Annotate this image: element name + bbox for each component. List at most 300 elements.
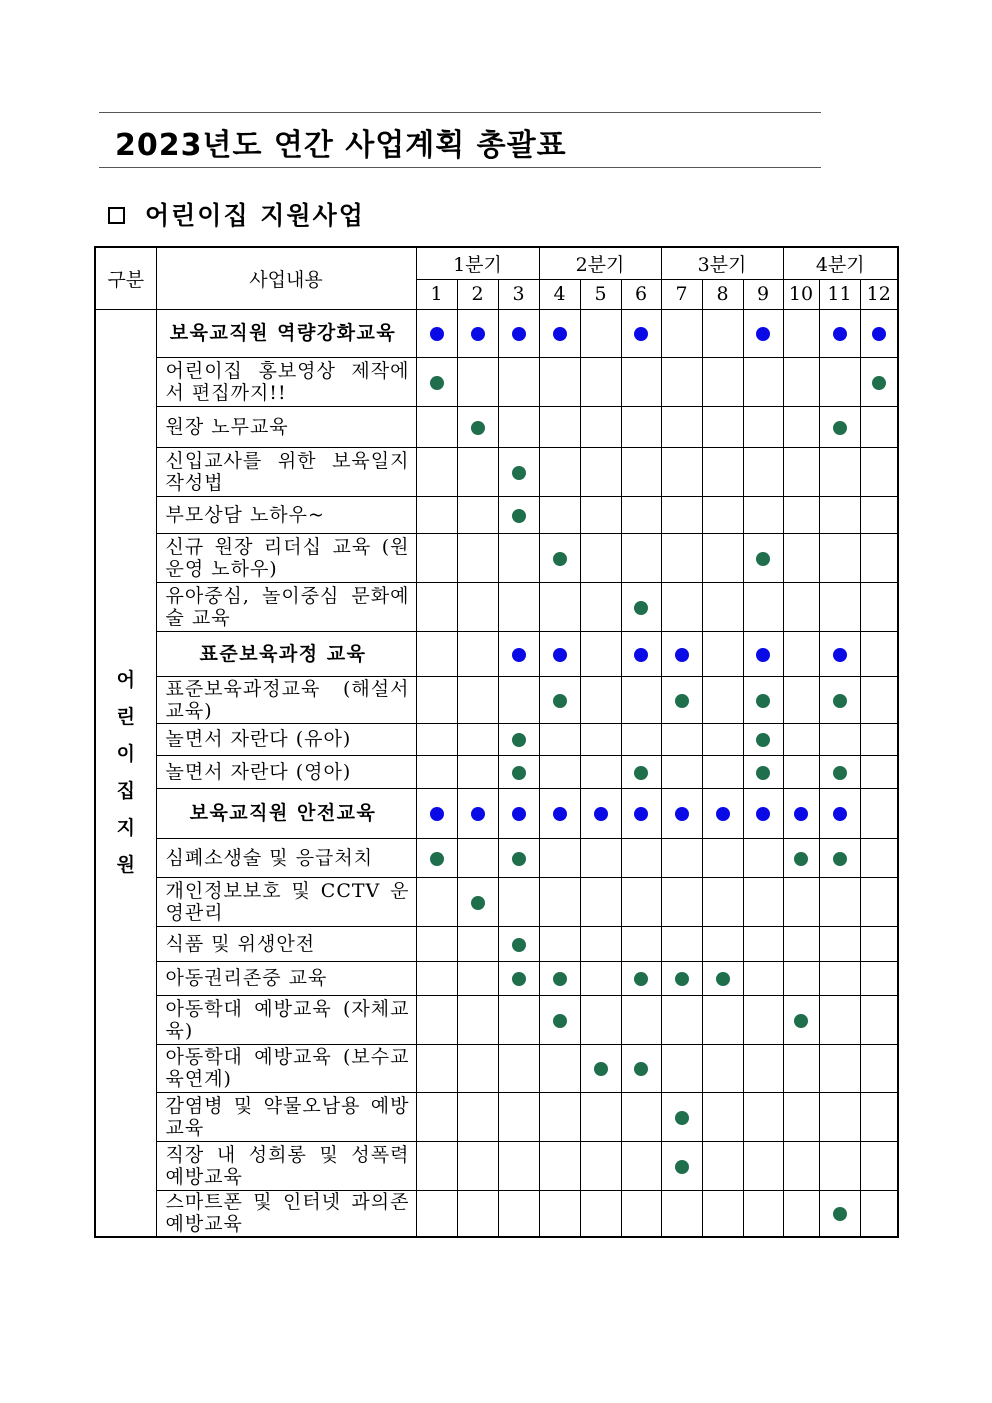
month-cell [498,926,539,961]
month-cell [702,961,743,995]
month-cell [498,676,539,723]
month-cell [580,582,621,631]
month-cell [416,631,457,676]
month-cell [539,582,580,631]
month-cell [702,838,743,877]
month-cell [860,926,898,961]
month-cell [539,1092,580,1141]
month-cell [819,1044,860,1092]
schedule-dot-icon [512,648,526,662]
month-cell [457,631,498,676]
month-cell [621,926,661,961]
header-content: 사업내용 [156,247,416,309]
category-cell [95,309,156,1237]
category-char: 지 [116,816,135,839]
schedule-dot-icon [756,327,770,341]
program-label: 직장 내 성희롱 및 성폭력 예방교육 [156,1141,416,1190]
month-cell [457,447,498,496]
month-cell [416,447,457,496]
schedule-dot-icon [833,694,847,708]
month-cell [580,995,621,1044]
table-row [95,961,898,995]
month-cell [661,838,702,877]
month-cell [743,406,783,447]
month-cell [860,357,898,406]
month-cell [860,838,898,877]
month-cell [621,1044,661,1092]
month-cell [498,877,539,926]
month-cell [457,309,498,357]
month-cell [783,788,819,838]
schedule-dot-icon [430,327,444,341]
month-cell [580,1141,621,1190]
program-label: 어린이집 홍보영상 제작에서 편집까지!! [156,357,416,406]
month-cell [819,676,860,723]
header-quarter: 2분기 [539,247,661,279]
schedule-dot-icon [634,648,648,662]
schedule-dot-icon [794,1014,808,1028]
table-row [95,995,898,1044]
month-cell [457,1190,498,1237]
month-cell [621,1141,661,1190]
month-cell [860,582,898,631]
schedule-dot-icon [553,694,567,708]
schedule-dot-icon [553,1014,567,1028]
month-cell [860,447,898,496]
table-row [95,357,898,406]
section-heading [108,196,365,232]
month-cell [702,788,743,838]
square-bullet-icon [108,207,125,224]
program-label: 부모상담 노하우~ [156,496,416,533]
schedule-dot-icon [512,733,526,747]
month-cell [539,838,580,877]
month-cell [661,877,702,926]
month-cell [580,406,621,447]
header-category: 구분 [95,247,156,309]
header-month: 1 [416,279,457,309]
month-cell [860,309,898,357]
plan-table [94,246,899,1238]
table-row [95,676,898,723]
month-cell [783,995,819,1044]
program-label: 표준보육과정교육 (해설서교육) [156,676,416,723]
schedule-dot-icon [512,509,526,523]
month-cell [580,961,621,995]
month-cell [743,961,783,995]
schedule-dot-icon [716,807,730,821]
schedule-dot-icon [872,376,886,390]
month-cell [702,995,743,1044]
schedule-dot-icon [430,852,444,866]
month-cell [743,496,783,533]
program-label: 개인정보보호 및 CCTV 운영관리 [156,877,416,926]
month-cell [860,631,898,676]
program-label: 아동권리존중 교육 [156,961,416,995]
program-label: 아동학대 예방교육 (자체교육) [156,995,416,1044]
month-cell [819,1190,860,1237]
month-cell [457,1092,498,1141]
month-cell [498,631,539,676]
month-cell [819,1141,860,1190]
month-cell [416,723,457,755]
month-cell [783,496,819,533]
month-cell [819,496,860,533]
month-cell [702,582,743,631]
month-cell [819,723,860,755]
program-label: 스마트폰 및 인터넷 과의존 예방교육 [156,1190,416,1237]
program-label: 신규 원장 리더십 교육 (원 운영 노하우) [156,533,416,582]
month-cell [783,1141,819,1190]
month-cell [702,496,743,533]
month-cell [743,877,783,926]
section-label: 어린이집 지원사업 [145,201,365,230]
header-month: 2 [457,279,498,309]
table-row [95,755,898,788]
schedule-dot-icon [634,327,648,341]
month-cell [702,309,743,357]
schedule-dot-icon [756,766,770,780]
table-row [95,406,898,447]
category-char: 이 [116,742,135,765]
month-cell [783,1092,819,1141]
month-cell [416,582,457,631]
program-label: 보육교직원 역량강화교육 [156,309,416,357]
month-cell [498,995,539,1044]
month-cell [743,755,783,788]
month-cell [661,582,702,631]
month-cell [621,755,661,788]
month-cell [743,1141,783,1190]
month-cell [539,631,580,676]
month-cell [580,357,621,406]
month-cell [702,1044,743,1092]
schedule-dot-icon [553,327,567,341]
schedule-dot-icon [512,807,526,821]
month-cell [498,723,539,755]
month-cell [621,995,661,1044]
month-cell [661,755,702,788]
month-cell [539,406,580,447]
category-char: 린 [116,705,135,728]
month-cell [498,1190,539,1237]
month-cell [783,447,819,496]
month-cell [457,676,498,723]
schedule-dot-icon [756,807,770,821]
month-cell [621,496,661,533]
month-cell [457,926,498,961]
month-cell [539,676,580,723]
month-cell [819,309,860,357]
month-cell [860,1092,898,1141]
month-cell [819,961,860,995]
month-cell [580,755,621,788]
page-title: 2023년도 연간 사업계획 총괄표 [115,128,567,163]
month-cell [416,533,457,582]
month-cell [498,838,539,877]
month-cell [819,877,860,926]
month-cell [743,838,783,877]
header-month: 9 [743,279,783,309]
month-cell [743,676,783,723]
table-row [95,1141,898,1190]
program-label: 심폐소생술 및 응급처치 [156,838,416,877]
schedule-dot-icon [471,421,485,435]
month-cell [498,788,539,838]
month-cell [819,357,860,406]
month-cell [416,676,457,723]
table-row [95,1190,898,1237]
table-row [95,877,898,926]
schedule-dot-icon [512,852,526,866]
month-cell [860,961,898,995]
month-cell [661,309,702,357]
schedule-dot-icon [756,552,770,566]
month-cell [457,788,498,838]
month-cell [702,447,743,496]
month-cell [416,926,457,961]
month-cell [783,357,819,406]
month-cell [743,582,783,631]
month-cell [621,357,661,406]
table-row [95,1092,898,1141]
month-cell [416,788,457,838]
header-row-quarters [95,247,898,279]
month-cell [621,447,661,496]
month-cell [783,309,819,357]
month-cell [661,676,702,723]
month-cell [621,582,661,631]
schedule-dot-icon [553,972,567,986]
month-cell [783,1190,819,1237]
month-cell [819,1092,860,1141]
month-cell [661,496,702,533]
month-cell [539,995,580,1044]
month-cell [498,582,539,631]
schedule-dot-icon [833,766,847,780]
schedule-dot-icon [634,972,648,986]
schedule-dot-icon [634,766,648,780]
month-cell [860,1190,898,1237]
schedule-dot-icon [833,421,847,435]
month-cell [702,926,743,961]
schedule-dot-icon [675,694,689,708]
month-cell [702,755,743,788]
schedule-dot-icon [430,376,444,390]
month-cell [661,1190,702,1237]
header-month: 8 [702,279,743,309]
month-cell [457,1141,498,1190]
month-cell [457,995,498,1044]
month-cell [743,995,783,1044]
month-cell [621,1092,661,1141]
month-cell [783,723,819,755]
month-cell [580,631,621,676]
month-cell [498,357,539,406]
schedule-dot-icon [512,327,526,341]
header-month: 3 [498,279,539,309]
month-cell [702,723,743,755]
month-cell [457,582,498,631]
month-cell [860,533,898,582]
category-char: 어 [116,668,135,691]
month-cell [661,961,702,995]
month-cell [416,496,457,533]
month-cell [743,1044,783,1092]
month-cell [498,496,539,533]
month-cell [416,1044,457,1092]
month-cell [860,676,898,723]
month-cell [702,1190,743,1237]
month-cell [661,1044,702,1092]
header-month: 5 [580,279,621,309]
month-cell [783,838,819,877]
schedule-dot-icon [833,1207,847,1221]
month-cell [860,1141,898,1190]
month-cell [621,788,661,838]
table-row [95,1044,898,1092]
month-cell [580,788,621,838]
schedule-dot-icon [716,972,730,986]
month-cell [498,1092,539,1141]
month-cell [621,406,661,447]
month-cell [661,926,702,961]
month-cell [783,582,819,631]
month-cell [539,1141,580,1190]
month-cell [539,309,580,357]
month-cell [621,309,661,357]
month-cell [580,309,621,357]
month-cell [819,582,860,631]
month-cell [819,995,860,1044]
month-cell [661,406,702,447]
month-cell [661,1092,702,1141]
schedule-dot-icon [794,807,808,821]
schedule-dot-icon [833,807,847,821]
month-cell [819,631,860,676]
month-cell [783,926,819,961]
month-cell [661,533,702,582]
month-cell [457,838,498,877]
month-cell [416,877,457,926]
month-cell [621,631,661,676]
month-cell [661,995,702,1044]
month-cell [498,406,539,447]
header-month: 10 [783,279,819,309]
schedule-dot-icon [675,1160,689,1174]
month-cell [498,1141,539,1190]
month-cell [539,1044,580,1092]
month-cell [457,357,498,406]
month-cell [743,723,783,755]
month-cell [819,838,860,877]
month-cell [783,676,819,723]
month-cell [539,723,580,755]
month-cell [702,877,743,926]
month-cell [819,533,860,582]
schedule-dot-icon [512,766,526,780]
month-cell [783,877,819,926]
month-cell [702,533,743,582]
month-cell [819,926,860,961]
schedule-dot-icon [634,601,648,615]
month-cell [580,723,621,755]
month-cell [457,723,498,755]
schedule-dot-icon [430,807,444,821]
month-cell [621,961,661,995]
month-cell [702,357,743,406]
month-cell [539,533,580,582]
schedule-dot-icon [756,733,770,747]
header-month: 12 [860,279,898,309]
table-row [95,723,898,755]
table-row [95,838,898,877]
program-label: 원장 노무교육 [156,406,416,447]
header-month: 6 [621,279,661,309]
month-cell [743,533,783,582]
schedule-dot-icon [675,648,689,662]
month-cell [783,755,819,788]
program-label: 보육교직원 안전교육 [156,788,416,838]
month-cell [580,676,621,723]
schedule-dot-icon [756,648,770,662]
month-cell [743,1190,783,1237]
month-cell [783,631,819,676]
month-cell [539,961,580,995]
month-cell [457,961,498,995]
month-cell [860,788,898,838]
month-cell [661,631,702,676]
month-cell [416,995,457,1044]
month-cell [783,961,819,995]
month-cell [580,447,621,496]
month-cell [621,838,661,877]
month-cell [621,877,661,926]
schedule-dot-icon [471,327,485,341]
month-cell [580,877,621,926]
month-cell [498,309,539,357]
month-cell [661,447,702,496]
month-cell [416,1141,457,1190]
schedule-dot-icon [553,807,567,821]
month-cell [621,723,661,755]
month-cell [580,496,621,533]
month-cell [580,926,621,961]
schedule-dot-icon [553,648,567,662]
month-cell [783,533,819,582]
month-cell [621,676,661,723]
month-cell [860,723,898,755]
schedule-dot-icon [512,972,526,986]
schedule-dot-icon [471,896,485,910]
schedule-dot-icon [512,466,526,480]
table-row [95,533,898,582]
month-cell [498,447,539,496]
category-char: 집 [116,779,135,802]
header-month: 7 [661,279,702,309]
month-cell [661,357,702,406]
schedule-dot-icon [675,1111,689,1125]
month-cell [539,755,580,788]
schedule-dot-icon [471,807,485,821]
table-row [95,788,898,838]
month-cell [416,1092,457,1141]
header-quarter: 1분기 [416,247,539,279]
month-cell [539,357,580,406]
month-cell [621,1190,661,1237]
month-cell [416,309,457,357]
month-cell [661,1141,702,1190]
